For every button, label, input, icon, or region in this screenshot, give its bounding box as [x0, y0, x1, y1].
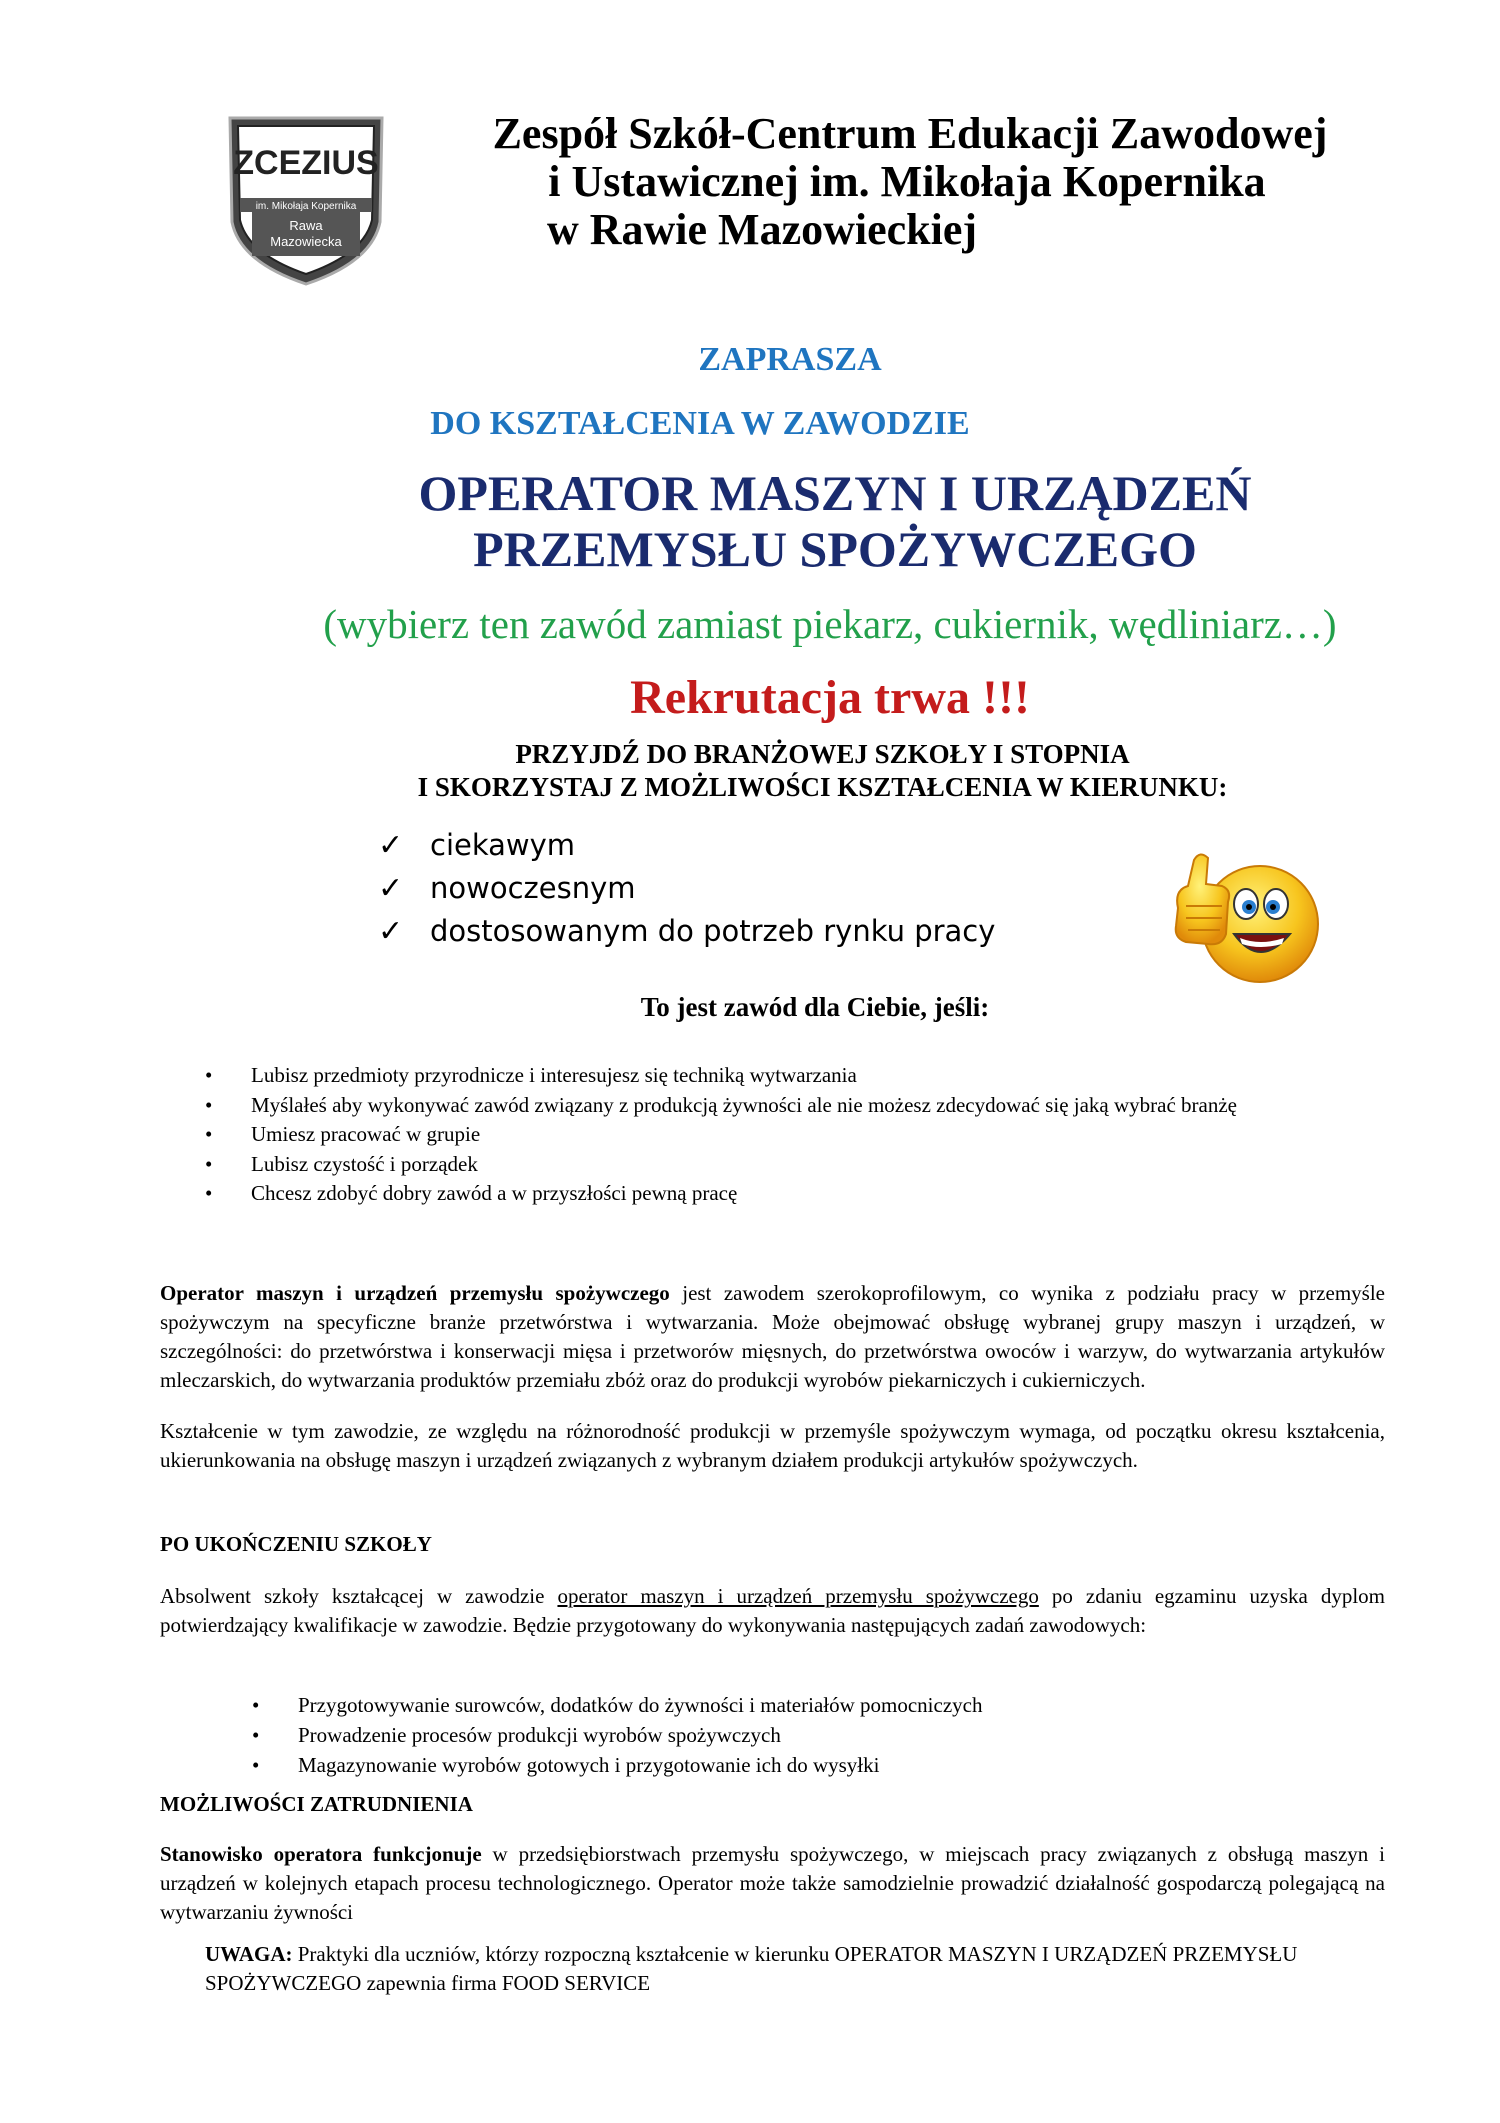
employment-lead: Stanowisko operatora funkcjonuje	[160, 1842, 482, 1866]
employment-heading: MOŻLIWOŚCI ZATRUDNIENIA	[160, 1792, 473, 1816]
list-item: • Magazynowanie wyrobów gotowych i przygotowanie ich do wysyłki	[252, 1750, 1382, 1780]
note-paragraph	[205, 1940, 1385, 1998]
svg-text:Mazowiecka: Mazowiecka	[270, 234, 342, 249]
check-item-label: ciekawym	[430, 828, 576, 862]
school-name-line1: Zespół Szkół-Centrum Edukacji Zawodowej	[492, 109, 1328, 158]
school-name-line3: w Rawie Mazowieckiej	[546, 205, 978, 254]
profession-title-line2: PRZEMYSŁU SPOŻYWCZEGO	[473, 521, 1197, 577]
list-item: • Lubisz przedmioty przyrodnicze i interesujesz się techniką wytwarzania	[205, 1061, 1385, 1091]
check-icon: ✓	[378, 914, 404, 949]
school-name-line2: i Ustawicznej im. Mikołaja Kopernika	[548, 157, 1266, 206]
profession-title-line1: OPERATOR MASZYN I URZĄDZEŃ	[418, 465, 1252, 521]
training-paragraph: Kształcenie w tym zawodzie, ze względu na różnorodność produkcji w przemyśle spożywczym wymaga, od początku okresu kształcenia, ukierunkowania na obsługę maszyn i urządzeń związanych z wybranym działem produkcji artykułów spożywczych.	[160, 1419, 1385, 1472]
for-you-list	[205, 1061, 1385, 1209]
tasks-list	[252, 1690, 1382, 1780]
thumbs-up-smiley-icon	[1160, 846, 1325, 986]
description-body: jest zawodem szerokoprofilowym, co wynika z podziału pracy w przemyśle spożywczym na specyficzne branże przetwórstwa i wytwarzania. Może obejmować obsługę wybranej grupy maszyn i urządzeń, w szczególności: do przetwórstwa i konserwacji mięsa i przetworów mięsnych, do przetwórstwa owoców i warzyw, do wytwarzania artykułów mleczarskich, do wytwarzania produktów przemiału zbóż oraz do produkcji wyrobów piekarniczych i cukierniczych.	[160, 1281, 1385, 1392]
profession-link[interactable]: operator maszyn i urządzeń przemysłu spożywczego	[557, 1584, 1039, 1608]
check-icon: ✓	[378, 871, 404, 906]
recruitment-banner: Rekrutacja trwa !!!	[630, 671, 1030, 724]
check-icon: ✓	[378, 828, 404, 863]
list-item: • Lubisz czystość i porządek	[205, 1150, 1385, 1180]
graduate-post: po zdaniu egzaminu uzyska dyplom potwierdzający kwalifikacje w zawodzie. Będzie przygotowany do wykonywania następujących zadań zawodowych:	[160, 1584, 1386, 1637]
check-list	[378, 824, 995, 953]
svg-text:im. Mikołaja Kopernika: im. Mikołaja Kopernika	[255, 201, 357, 212]
list-item: • Przygotowywanie surowców, dodatków do żywności i materiałów pomocniczych	[252, 1690, 1382, 1720]
graduate-pre: Absolwent szkoły kształcącej w zawodzie	[160, 1584, 558, 1608]
description-lead: Operator maszyn i urządzeń przemysłu spożywczego	[160, 1281, 670, 1305]
list-item: • Chcesz zdobyć dobry zawód a w przyszłości pewną pracę	[205, 1179, 1385, 1209]
profession-title	[0, 465, 1500, 577]
list-item: • Prowadzenie procesów produkcji wyrobów spożywczych	[252, 1720, 1382, 1750]
svg-text:Rawa: Rawa	[289, 218, 323, 233]
check-item	[378, 824, 995, 867]
list-item: • Myślałeś aby wykonywać zawód związany z produkcją żywności ale nie możesz zdecydować się jaką wybrać branżę	[205, 1091, 1385, 1121]
graduate-paragraph	[160, 1582, 1385, 1640]
for-you-heading: To jest zawód dla Ciebie, jeśli:	[640, 992, 990, 1022]
after-school-heading: PO UKOŃCZENIU SZKOŁY	[160, 1532, 432, 1556]
list-item: • Umiesz pracować w grupie	[205, 1120, 1385, 1150]
svg-text:ZCEZIUS: ZCEZIUS	[233, 144, 379, 182]
invite-subheading: DO KSZTAŁCENIA W ZAWODZIE	[430, 405, 970, 442]
description-paragraph	[160, 1279, 1385, 1395]
note-label: UWAGA:	[205, 1942, 293, 1966]
come-heading-line2: I SKORZYSTAJ Z MOŻLIWOŚCI KSZTAŁCENIA W KIERUNKU:	[417, 772, 1228, 802]
school-logo	[222, 112, 390, 290]
school-name	[380, 110, 1440, 254]
employment-body: w przedsiębiorstwach przemysłu spożywczego, w miejscach pracy związanych z obsługą maszyn i urządzeń w kolejnych etapach procesu technologicznego. Operator może także samodzielnie prowadzić działalność gospodarczą polegającą na wytwarzaniu żywności	[160, 1842, 1385, 1924]
invite-heading: ZAPRASZA	[698, 341, 882, 378]
check-item	[378, 867, 995, 910]
check-item	[378, 910, 995, 953]
come-heading	[0, 738, 1500, 804]
alternative-note: (wybierz ten zawód zamiast piekarz, cukiernik, wędliniarz…)	[323, 601, 1337, 647]
employment-paragraph	[160, 1840, 1385, 1927]
note-body: Praktyki dla uczniów, którzy rozpoczną kształcenie w kierunku OPERATOR MASZYN I URZĄDZEŃ PRZEMYSŁU SPOŻYWCZEGO zapewnia firma FOOD SERVICE	[205, 1942, 1298, 1995]
come-heading-line1: PRZYJDŹ DO BRANŻOWEJ SZKOŁY I STOPNIA	[515, 739, 1130, 769]
check-item-label: nowoczesnym	[430, 871, 636, 905]
check-item-label: dostosowanym do potrzeb rynku pracy	[430, 914, 996, 948]
